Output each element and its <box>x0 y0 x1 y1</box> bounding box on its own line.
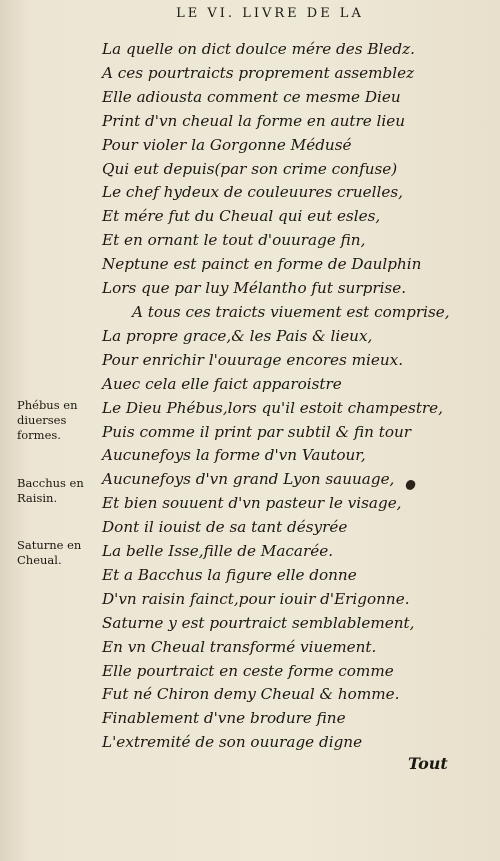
verse-line: Aucunefoys d'vn grand Lyon sauuage, <box>102 470 395 489</box>
verse-line: Et a Bacchus la figure elle donne <box>102 565 357 584</box>
verse-line: Finablement d'vne brodure fine <box>102 709 346 728</box>
verse-line: L'extremité de son ouurage digne <box>102 733 363 752</box>
verse-line: La quelle on dict doulce mére des Bledz. <box>102 40 415 58</box>
verse-line: Elle adiousta comment ce mesme Dieu <box>102 87 401 106</box>
verse-line: Pour violer la Gorgonne Médusé <box>102 135 352 154</box>
verse-line: Et mére fut du Cheual qui eut esles, <box>102 207 381 226</box>
verse-line: Fut né Chiron demy Cheual & homme. <box>102 685 400 704</box>
verse-line: Print d'vn cheual la forme en autre lieu <box>102 111 406 130</box>
verse-block <box>102 38 492 755</box>
verse-line: Saturne y est pourtraict semblablement, <box>102 613 415 632</box>
verse-line: Qui eut depuis(par son crime confuse) <box>102 159 398 178</box>
verse-line: En vn Cheual transformé viuement. <box>102 637 377 656</box>
margin-note-phebus: Phébus en diuerses formes. <box>17 398 78 442</box>
verse-line: Aucunefoys la forme d'vn Vautour, <box>102 446 366 465</box>
verse-line: D'vn raisin fainct,pour iouir d'Erigonne. <box>102 589 410 608</box>
running-header: LE VI. LIVRE DE LA <box>176 6 364 21</box>
verse-line: Puis comme il print par subtil & fin tour <box>102 422 412 441</box>
verse-line: Elle pourtraict en ceste forme comme <box>102 661 394 680</box>
verse-line: Et bien souuent d'vn pasteur le visage, <box>102 494 402 513</box>
verse-line: Et en ornant le tout d'ouurage fin, <box>102 231 366 250</box>
verse-line: Auec cela elle faict apparoistre <box>102 374 342 393</box>
margin-note-bacchus: Bacchus en Raisin. <box>17 476 84 505</box>
verse-line: Dont il iouist de sa tant désyrée <box>102 518 348 537</box>
verse-line: Le chef hydeux de couleuures cruelles, <box>102 183 403 202</box>
verse-line: Lors que par luy Mélantho fut surprise. <box>102 279 407 298</box>
verse-line: Pour enrichir l'ouurage encores mieux. <box>102 350 404 369</box>
verse-line: La propre grace,& les Pais & lieux, <box>102 326 373 345</box>
verse-line: A ces pourtraicts proprement assemblez <box>102 63 415 82</box>
margin-note-saturne: Saturne en Cheual. <box>17 538 82 567</box>
verse-line: A tous ces traicts viuement est comprise, <box>132 302 450 321</box>
verse-line: Neptune est painct en forme de Daulphin <box>102 255 422 274</box>
verse-line: La belle Isse,fille de Macarée. <box>102 542 334 561</box>
catchword: Tout <box>408 754 448 773</box>
verse-line: Le Dieu Phébus,lors qu'il estoit champestre, <box>102 398 443 417</box>
